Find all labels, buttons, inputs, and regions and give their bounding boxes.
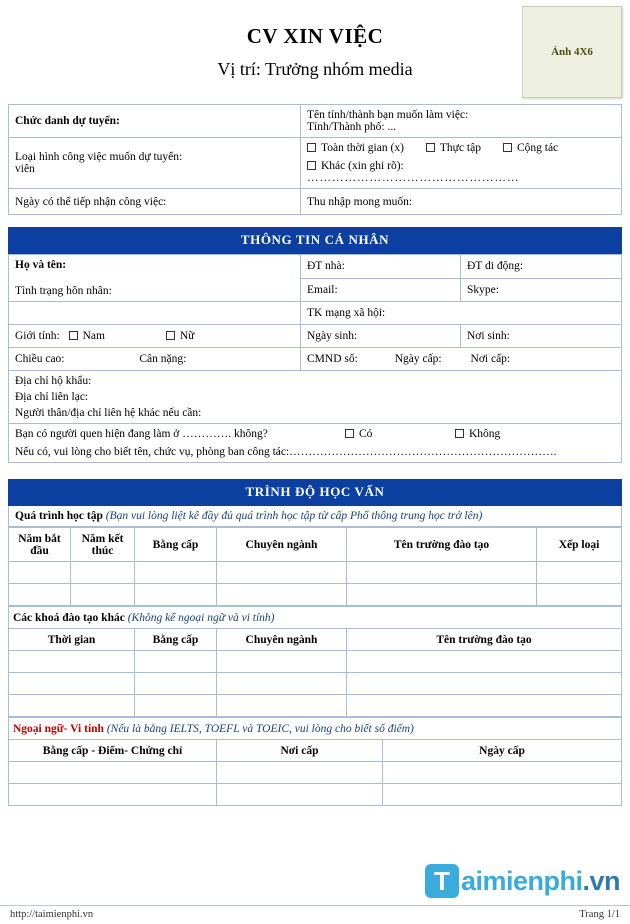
job-type-label-cont: viên bbox=[15, 163, 35, 175]
contact-address-label: Địa chỉ liên lạc: bbox=[15, 391, 89, 403]
table-row bbox=[9, 105, 622, 138]
education-table bbox=[8, 527, 622, 606]
photo-placeholder bbox=[522, 6, 622, 98]
cell-rank[interactable] bbox=[537, 562, 622, 584]
fullname-label: Họ và tên: bbox=[15, 259, 67, 271]
table-row bbox=[9, 325, 622, 348]
photo-placeholder-label: Ảnh 4X6 bbox=[551, 46, 593, 58]
option-fulltime-label: Toàn thời gian bbox=[321, 142, 388, 154]
permanent-address-label: Địa chỉ hộ khẩu: bbox=[15, 375, 92, 387]
work-province-label: Tên tỉnh/thành bạn muốn làm việc: bbox=[307, 109, 469, 121]
cell-major[interactable] bbox=[217, 695, 347, 717]
watermark-text bbox=[461, 866, 620, 897]
col-certificate: Bằng cấp - Điểm- Chứng chỉ bbox=[9, 740, 217, 762]
table-row bbox=[9, 718, 622, 740]
skype-label: Skype: bbox=[467, 283, 499, 296]
table-row bbox=[9, 138, 622, 189]
birth-date-cell bbox=[301, 325, 461, 348]
cell-degree[interactable] bbox=[135, 562, 217, 584]
document-header bbox=[0, 0, 630, 104]
option-other-dots: …………………………………………… bbox=[307, 172, 520, 184]
checkbox-icon[interactable] bbox=[166, 331, 175, 340]
cell-major[interactable] bbox=[217, 562, 347, 584]
cell-major[interactable] bbox=[217, 584, 347, 606]
job-type-options-cell bbox=[301, 138, 622, 189]
table-row bbox=[9, 651, 622, 673]
fullname-cell bbox=[9, 255, 301, 302]
email-cell bbox=[301, 278, 461, 302]
work-province-cell bbox=[301, 105, 622, 138]
footer-url[interactable]: http://taimienphi.vn bbox=[10, 909, 94, 920]
email-label: Email: bbox=[307, 283, 338, 296]
job-type-label: Loại hình công việc muốn dự tuyển: bbox=[15, 151, 183, 163]
document-footer bbox=[0, 905, 630, 920]
height-label: Chiều cao: bbox=[15, 353, 65, 365]
expected-salary-label: Thu nhập mong muốn: bbox=[307, 195, 413, 208]
cell-school[interactable] bbox=[347, 651, 622, 673]
section-bar-personal-info: THÔNG TIN CÁ NHÂN bbox=[8, 227, 622, 254]
option-other-label: Khác (xin ghi rõ): bbox=[321, 160, 404, 172]
education-note bbox=[8, 506, 622, 527]
language-title: Ngoại ngữ- Vi tính bbox=[13, 722, 104, 735]
checkbox-icon[interactable] bbox=[455, 429, 464, 438]
gender-female-label: Nữ bbox=[179, 330, 195, 342]
checkbox-icon[interactable] bbox=[69, 331, 78, 340]
table-header-row bbox=[9, 528, 622, 562]
cell-duration[interactable] bbox=[9, 651, 135, 673]
col-duration: Thời gian bbox=[9, 629, 135, 651]
cell-certificate[interactable] bbox=[9, 784, 217, 806]
col-school: Tên trường đào tạo bbox=[347, 629, 622, 651]
col-start-year: Năm bắt đầu bbox=[9, 528, 71, 562]
option-collaborator[interactable] bbox=[503, 142, 558, 154]
cell-major[interactable] bbox=[217, 673, 347, 695]
option-other[interactable] bbox=[307, 160, 615, 184]
option-collaborator-label: Cộng tác bbox=[516, 142, 559, 154]
id-issue-date-label: Ngày cấp: bbox=[394, 353, 442, 365]
watermark-logo bbox=[425, 864, 620, 898]
birth-place-cell bbox=[461, 325, 622, 348]
birth-place-label: Nơi sinh: bbox=[467, 330, 510, 342]
acquaintance-no-label: Không bbox=[469, 428, 501, 440]
checkbox-icon[interactable] bbox=[426, 143, 435, 152]
cell-school[interactable] bbox=[347, 584, 537, 606]
col-end-year: Năm kết thúc bbox=[71, 528, 135, 562]
cell-end-year[interactable] bbox=[71, 584, 135, 606]
gender-male-label: Nam bbox=[82, 330, 105, 342]
other-courses-title-italic: (Không kể ngoại ngữ và vi tính) bbox=[127, 611, 275, 624]
cell-start-year[interactable] bbox=[9, 562, 71, 584]
phone-mobile-label: ĐT di động: bbox=[467, 260, 524, 273]
checkbox-icon[interactable] bbox=[307, 143, 316, 152]
cell-issue-place[interactable] bbox=[217, 762, 383, 784]
cell-end-year[interactable] bbox=[71, 562, 135, 584]
page-subtitle: Vị trí: Trưởng nhóm media bbox=[217, 59, 413, 79]
table-row bbox=[9, 607, 622, 629]
education-note-italic: (Bạn vui lòng liệt kê đầy đủ quá trình học tập từ cấp Phổ thông trung học trở lên) bbox=[105, 510, 483, 522]
social-account-cell bbox=[301, 302, 622, 325]
cell-major[interactable] bbox=[217, 651, 347, 673]
id-card-cell bbox=[301, 348, 622, 371]
position-title-label: Chức danh dự tuyển: bbox=[15, 115, 120, 127]
acquaintance-detail-label: Nếu có, vui lòng cho biết tên, chức vụ, phòng ban công tác:……………………………………………………………. bbox=[15, 446, 557, 458]
phone-home-cell bbox=[301, 255, 461, 279]
cell-duration[interactable] bbox=[9, 695, 135, 717]
education-note-label: Quá trình học tập bbox=[15, 510, 103, 522]
expected-salary-cell bbox=[301, 189, 622, 215]
province-value: Tỉnh/Thành phố: ... bbox=[307, 121, 397, 133]
cell-school[interactable] bbox=[347, 673, 622, 695]
footer-page-number: Trang 1/1 bbox=[579, 909, 620, 920]
table-row bbox=[9, 762, 622, 784]
cell-school[interactable] bbox=[347, 562, 537, 584]
cell-school[interactable] bbox=[347, 695, 622, 717]
col-school: Tên trường đào tạo bbox=[347, 528, 537, 562]
table-row bbox=[9, 255, 622, 279]
checkbox-icon[interactable] bbox=[307, 161, 316, 170]
language-computer-table bbox=[8, 717, 622, 806]
col-rank: Xếp loại bbox=[537, 528, 622, 562]
section-bar-education: TRÌNH ĐỘ HỌC VẤN bbox=[8, 479, 622, 506]
checkbox-icon[interactable] bbox=[345, 429, 354, 438]
height-weight-cell bbox=[9, 348, 301, 371]
addresses-cell bbox=[9, 371, 622, 424]
acquaintance-yes[interactable] bbox=[345, 428, 455, 440]
col-major: Chuyên ngành bbox=[217, 629, 347, 651]
other-courses-title: Các khoá đào tạo khác bbox=[13, 611, 125, 624]
checkbox-icon[interactable] bbox=[503, 143, 512, 152]
table-header-row bbox=[9, 740, 622, 762]
col-degree: Bằng cấp bbox=[135, 528, 217, 562]
cell-issue-place[interactable] bbox=[217, 784, 383, 806]
table-row bbox=[9, 302, 622, 325]
table-row bbox=[9, 348, 622, 371]
position-title-cell bbox=[9, 105, 301, 138]
option-fulltime-mark: (x) bbox=[390, 142, 404, 154]
cell-duration[interactable] bbox=[9, 673, 135, 695]
cell-issue-date[interactable] bbox=[383, 784, 622, 806]
gender-cell bbox=[9, 325, 301, 348]
col-issue-date: Ngày cấp bbox=[383, 740, 622, 762]
taimienphi-logo-icon: T bbox=[425, 864, 459, 898]
relative-contact-label: Người thân/địa chỉ liên hệ khác nếu cần: bbox=[15, 407, 202, 419]
personal-info-table bbox=[8, 254, 622, 463]
col-degree: Bằng cấp bbox=[135, 629, 217, 651]
table-header-row bbox=[9, 629, 622, 651]
table-row bbox=[9, 371, 622, 424]
table-row bbox=[9, 673, 622, 695]
skype-cell bbox=[461, 278, 622, 302]
table-row bbox=[9, 424, 622, 463]
cell-start-year[interactable] bbox=[9, 584, 71, 606]
id-number-label: CMND số: bbox=[307, 353, 358, 365]
acquaintance-question: Bạn có người quen hiện đang làm ở …………. không? bbox=[15, 428, 268, 440]
other-courses-table bbox=[8, 606, 622, 717]
id-issue-place-label: Nơi cấp: bbox=[470, 353, 511, 365]
watermark-text-a: aimienphi bbox=[460, 865, 583, 896]
language-title-italic: (Nếu là bằng IELTS, TOEFL và TOEIC, vui lòng cho biết số điểm) bbox=[106, 722, 414, 735]
watermark-text-b: .vn bbox=[582, 865, 620, 896]
table-row bbox=[9, 584, 622, 606]
table-row bbox=[9, 784, 622, 806]
cell-degree[interactable] bbox=[135, 695, 217, 717]
other-courses-title-cell bbox=[9, 607, 622, 629]
cell-degree[interactable] bbox=[135, 673, 217, 695]
acquaintance-cell bbox=[9, 424, 622, 463]
option-fulltime[interactable] bbox=[307, 142, 404, 154]
col-issue-place: Nơi cấp bbox=[217, 740, 383, 762]
applied-position-table bbox=[8, 104, 622, 215]
option-internship[interactable] bbox=[426, 142, 481, 154]
acquaintance-no[interactable] bbox=[455, 428, 500, 440]
acquaintance-yes-label: Có bbox=[359, 428, 373, 440]
language-title-cell bbox=[9, 718, 622, 740]
col-major: Chuyên ngành bbox=[217, 528, 347, 562]
cell-degree[interactable] bbox=[135, 584, 217, 606]
phone-home-label: ĐT nhà: bbox=[307, 260, 345, 273]
gender-label: Giới tính: bbox=[15, 330, 60, 342]
option-internship-label: Thực tập bbox=[439, 142, 481, 154]
spacer-cell bbox=[9, 302, 301, 325]
weight-label: Cân nặng: bbox=[139, 353, 187, 365]
cell-certificate[interactable] bbox=[9, 762, 217, 784]
page-title: CV XIN VIỆC bbox=[246, 24, 384, 48]
table-row bbox=[9, 695, 622, 717]
cell-rank[interactable] bbox=[537, 584, 622, 606]
marital-status-label: Tình trạng hôn nhân: bbox=[15, 285, 112, 297]
start-date-label: Ngày có thể tiếp nhận công việc: bbox=[15, 195, 167, 208]
cell-issue-date[interactable] bbox=[383, 762, 622, 784]
birth-date-label: Ngày sinh: bbox=[307, 330, 358, 342]
table-row bbox=[9, 189, 622, 215]
table-row bbox=[9, 562, 622, 584]
phone-mobile-cell bbox=[461, 255, 622, 279]
start-date-cell bbox=[9, 189, 301, 215]
cell-degree[interactable] bbox=[135, 651, 217, 673]
job-type-label-cell bbox=[9, 138, 301, 189]
social-account-label: TK mạng xã hội: bbox=[307, 307, 386, 319]
